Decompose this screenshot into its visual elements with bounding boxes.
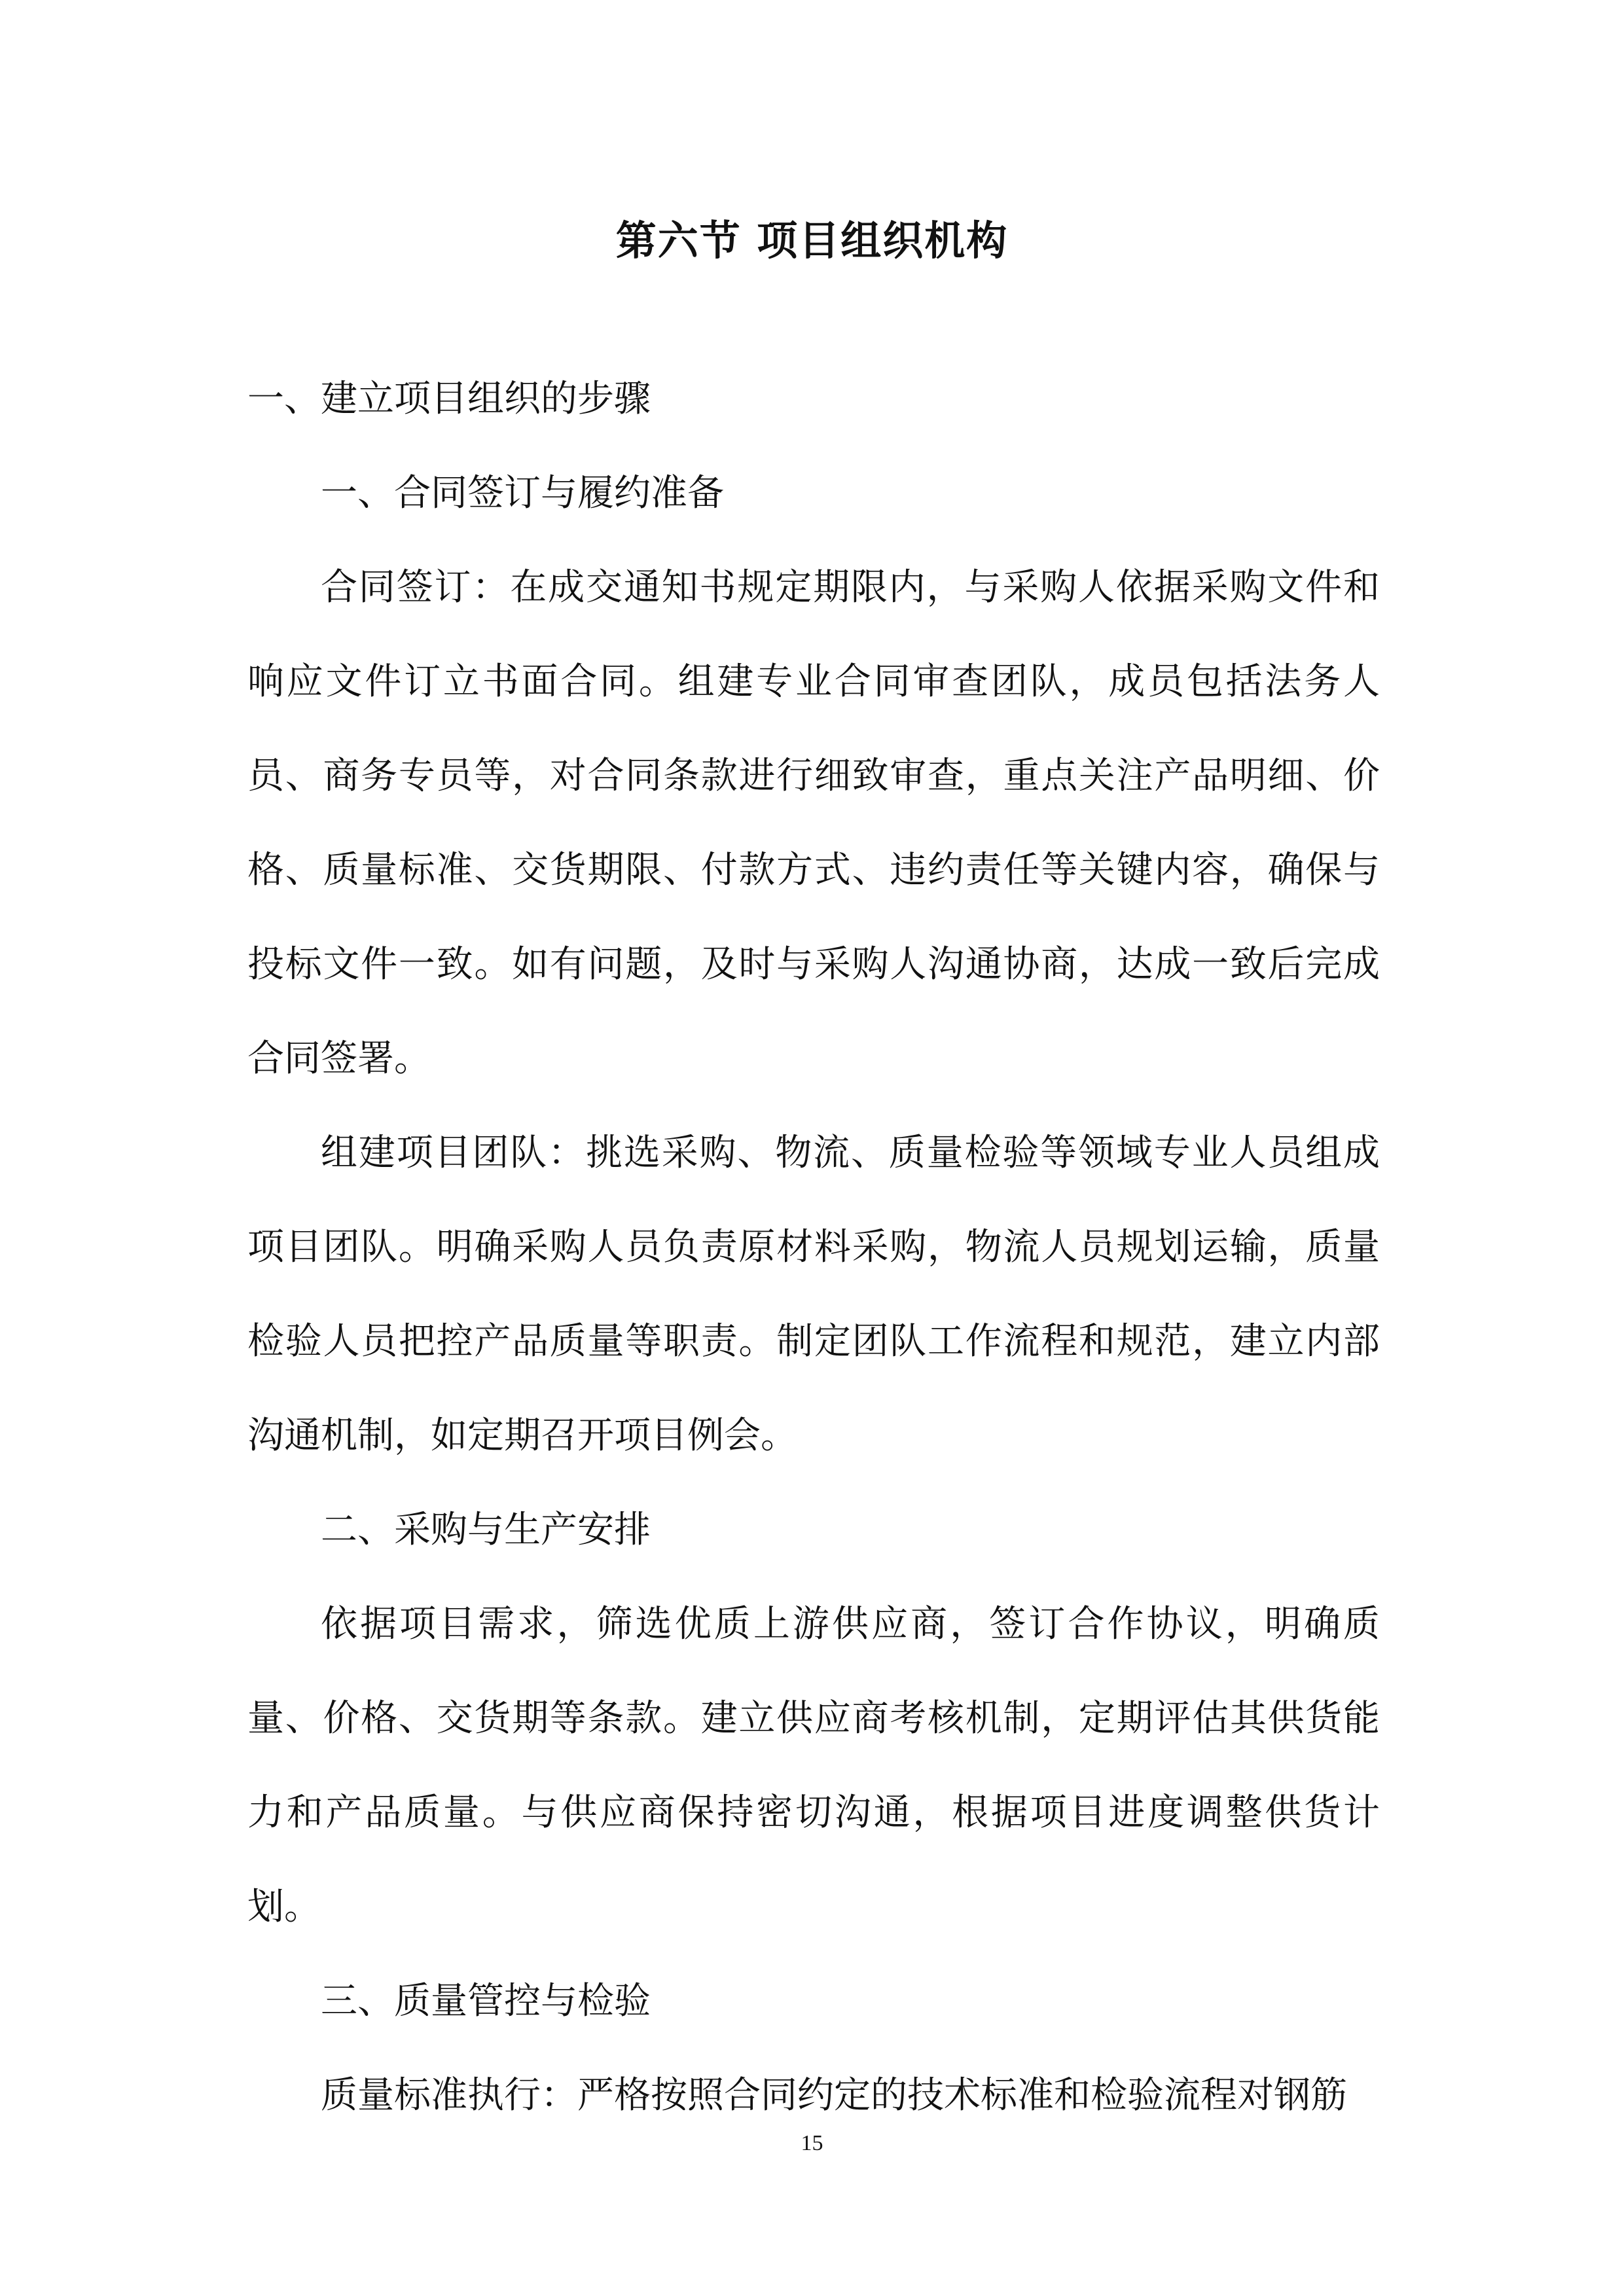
page-number: 15 [801, 2131, 823, 2155]
document-body [247, 352, 1380, 2143]
paragraph-project-team: 组建项目团队：挑选采购、物流、质量检验等领域专业人员组成项目团队。明确采购人员负责原材料采购，物流人员规划运输，质量检验人员把控产品质量等职责。制定团队工作流程和规范，建立内部沟通机制，如定期召开项目例会。 [247, 1132, 1380, 1457]
subheading-procurement: 二、采购与生产安排 [321, 1509, 651, 1551]
section-title: 第六节 项目组织机构 [615, 217, 1009, 264]
subheading-quality: 三、质量管控与检验 [321, 1980, 651, 2022]
paragraph-quality-standard: 质量标准执行：严格按照合同约定的技术标准和检验流程对钢筋 [321, 2074, 1347, 2117]
subheading-contract: 一、合同签订与履约准备 [321, 472, 724, 514]
paragraph-contract-signing: 合同签订：在成交通知书规定期限内，与采购人依据采购文件和响应文件订立书面合同。组建专业合同审查团队，成员包括法务人员、商务专员等，对合同条款进行细致审查，重点关注产品明细、价格、质量标准、交货期限、付款方式、违约责任等关键内容，确保与投标文件一致。如有问题，及时与采购人沟通协商，达成一致后完成合同签署。 [247, 566, 1380, 1080]
paragraph-procurement: 依据项目需求，筛选优质上游供应商，签订合作协议，明确质量、价格、交货期等条款。建立供应商考核机制，定期评估其供货能力和产品质量。与供应商保持密切沟通，根据项目进度调整供货计划。 [247, 1603, 1380, 1928]
heading-level-1: 一、建立项目组织的步骤 [247, 378, 651, 420]
